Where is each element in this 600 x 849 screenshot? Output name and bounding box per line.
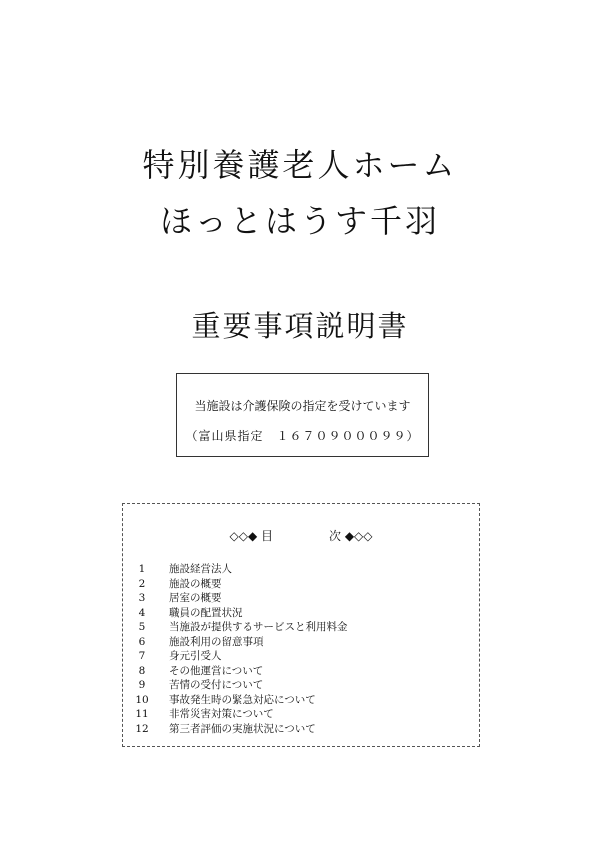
toc-item-label: 非常災害対策について (169, 708, 274, 720)
toc-item-number: 9 (138, 679, 146, 691)
toc-item (123, 722, 479, 737)
toc-item (123, 693, 479, 708)
toc-item-number: 4 (138, 606, 146, 619)
toc-item-label: 施設利用の留意事項 (169, 635, 264, 648)
toc-item-number: 5 (138, 621, 146, 633)
toc-item-label: 施設経営法人 (169, 563, 232, 575)
toc-item (123, 562, 479, 577)
toc-item-label: 居室の概要 (169, 592, 222, 604)
prefecture-designation-number: （富山県指定 １６７０９０００９９） (185, 429, 420, 443)
toc-item (123, 649, 479, 664)
document-title: 重要事項説明書 (191, 309, 409, 343)
toc-item (123, 707, 479, 722)
table-of-contents (122, 503, 480, 747)
toc-item-number: 6 (138, 635, 146, 648)
toc-item-number: 3 (138, 592, 146, 604)
designation-box (176, 373, 429, 457)
toc-item (123, 620, 479, 635)
facility-name-title: ほっとはうす千羽 (159, 202, 440, 240)
toc-header-right: 次 ◆◇◇ (329, 529, 373, 543)
toc-item-number: 7 (138, 650, 146, 662)
toc-item-number: 2 (138, 577, 146, 590)
toc-item (123, 635, 479, 650)
toc-item-label: 身元引受人 (169, 650, 222, 662)
toc-item-number: 11 (135, 708, 149, 720)
toc-item-label: 事故発生時の緊急対応について (169, 693, 316, 706)
toc-item-label: 当施設が提供するサービスと利用料金 (169, 621, 348, 633)
facility-type-title: 特別養護老人ホーム (142, 146, 458, 184)
toc-item-number: 10 (135, 693, 149, 706)
toc-list (123, 562, 479, 736)
toc-item (123, 678, 479, 693)
toc-item-label: 第三者評価の実施状況について (169, 722, 316, 735)
toc-item (123, 664, 479, 679)
toc-item-label: 職員の配置状況 (169, 606, 243, 619)
toc-item-number: 1 (138, 563, 146, 575)
toc-item-number: 12 (135, 722, 149, 735)
designation-statement: 当施設は介護保険の指定を受けています (194, 399, 411, 413)
toc-item (123, 606, 479, 621)
toc-header (123, 527, 479, 544)
toc-item-label: 苦情の受付について (169, 679, 264, 691)
toc-item-number: 8 (138, 664, 146, 677)
toc-item (123, 577, 479, 592)
toc-header-left: ◇◇◆ 目 (229, 529, 273, 543)
toc-item-label: 施設の概要 (169, 577, 222, 590)
toc-item-label: その他運営について (169, 664, 264, 677)
toc-item (123, 591, 479, 606)
